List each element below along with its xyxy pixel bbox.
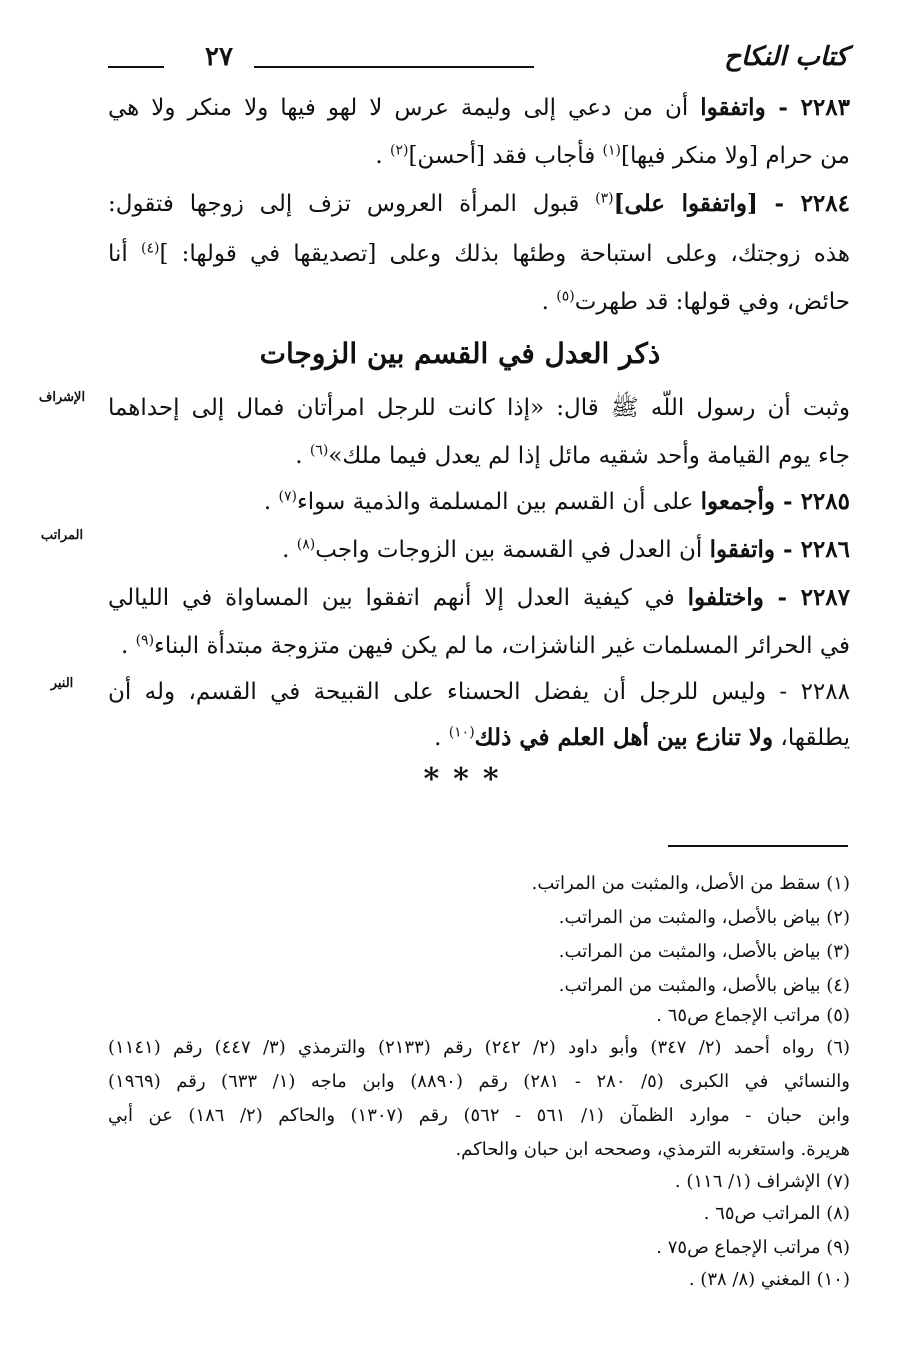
footnote-3: (٣) بياض بالأصل، والمثبت من المراتب. [558, 941, 850, 962]
margin-note-nayyir: النير [50, 676, 74, 691]
footnote-separator [668, 845, 848, 847]
footnote-ref: (٩) [135, 632, 155, 649]
text-segment: يطلقها، [773, 725, 850, 751]
footnote-2: (٢) بياض بالأصل، والمثبت من المراتب. [558, 907, 850, 928]
keyword-bold: واتفقوا [700, 94, 766, 121]
text-segment: . [375, 143, 390, 169]
text-segment: في كيفية العدل إلا أنهم اتفقوا بين المساواة في الليالي [108, 585, 688, 611]
footnote-8: (٨) المراتب ص٦٥ . [703, 1203, 850, 1224]
text-line-2286 [108, 530, 850, 570]
footnote-ref: (١٠) [448, 724, 475, 741]
text-segment: . [541, 289, 557, 315]
header-rule-left [108, 66, 164, 68]
text-segment: من حرام [ولا منكر فيها] [621, 143, 850, 169]
text-segment: ٢٢٨٨ - وليس للرجل أن يفضل الحسناء على القبيحة في القسم، وله أن [108, 679, 850, 705]
keyword-bold: واختلفوا [687, 584, 764, 611]
entry-number: ٢٢٨٤ - [757, 190, 850, 217]
margin-note-maratib: المراتب [40, 528, 84, 543]
footnote-5: (٥) مراتب الإجماع ص٦٥ . [656, 1005, 850, 1026]
text-segment: حائض، وفي قولها: قد طهرت [574, 289, 850, 315]
keyword-bold: وأجمعوا [700, 488, 776, 515]
page-number: ٢٧ [205, 42, 233, 72]
text-line-2288-a [108, 672, 850, 712]
running-title: كتاب النكاح [724, 42, 848, 72]
footnote-ref: (٨) [296, 536, 316, 553]
text-segment: أنا [108, 241, 141, 267]
text-segment: قبول المرأة العروس تزف إلى زوجها فتقول: [108, 191, 596, 217]
text-line-2285 [108, 482, 850, 522]
footnote-ref: (٤) [140, 240, 160, 257]
entry-number: ٢٢٨٧ - [763, 584, 851, 611]
text-line-2284-a [108, 184, 850, 224]
text-segment: وثبت أن رسول اللّه ﷺ قال: «إذا كانت للرجل امرأتان فمال إلى إحداهما [108, 395, 850, 421]
footnote-9: (٩) مراتب الإجماع ص٧٥ . [656, 1237, 850, 1258]
footnote-6-line-4: هريرة. واستغربه الترمذي، وصححه ابن حبان والحاكم. [455, 1139, 850, 1160]
text-line-2287-a [108, 578, 850, 618]
margin-note-ishraf: الإشراف [38, 390, 86, 405]
text-line-2283-a [108, 88, 850, 128]
text-line-2283-b [108, 136, 850, 176]
footnote-1: (١) سقط من الأصل، والمثبت من المراتب. [531, 873, 850, 894]
text-segment: . [295, 443, 310, 469]
text-segment: . [263, 489, 279, 515]
keyword-bold: ولا تنازع بين أهل العلم في ذلك [474, 724, 774, 751]
text-line-hadith-b [108, 436, 850, 476]
footnote-6-line-2: والنسائي في الكبرى (٥/ ٢٨٠ - ٢٨١) رقم (٨٨٩٠) وابن ماجه (١/ ٦٣٣) رقم (١٩٦٩) [108, 1071, 851, 1092]
keyword-bold: [واتفقوا على] [613, 190, 758, 217]
keyword-bold: واتفقوا [709, 536, 776, 563]
text-segment: فأجاب فقد [أحسن] [408, 143, 603, 169]
text-line-hadith-a [108, 388, 850, 428]
footnote-7: (٧) الإشراف (١/ ١١٦) . [674, 1171, 850, 1192]
footnote-10: (١٠) المغني (٨/ ٣٨) . [688, 1269, 850, 1290]
footnote-4: (٤) بياض بالأصل، والمثبت من المراتب. [558, 975, 850, 996]
section-end-stars: *** [423, 762, 513, 797]
footnote-ref: (٥) [556, 288, 575, 305]
text-segment: جاء يوم القيامة وأحد شقيه مائل إذا لم يعدل فيما ملك» [328, 443, 850, 469]
text-line-2287-b [108, 626, 850, 666]
footnote-ref: (١) [602, 142, 622, 159]
text-line-2288-b [108, 718, 850, 758]
footnote-ref: (٧) [278, 488, 297, 505]
text-line-2284-c [108, 282, 850, 322]
entry-number: ٢٢٨٦ - [775, 536, 850, 563]
text-line-2284-b [108, 234, 850, 274]
text-segment: هذه زوجتك، وعلى استباحة وطئها بذلك وعلى [تصديقها في قولها: ] [159, 241, 850, 267]
section-heading: ذكر العدل في القسم بين الزوجات [259, 337, 661, 370]
footnote-6-line-1: (٦) رواه أحمد (٢/ ٣٤٧) وأبو داود (٢/ ٢٤٢) رقم (٢١٣٣) والترمذي (٣/ ٤٤٧) رقم (١١٤١) [108, 1037, 850, 1058]
text-segment: في الحرائر المسلمات غير الناشزات، ما لم يكن فيهن متزوجة مبتدأة البناء [154, 633, 850, 659]
text-segment: أن من دعي إلى وليمة عرس لا لهو فيها ولا منكر ولا هي [108, 95, 701, 121]
footnote-ref: (٦) [309, 442, 329, 459]
text-segment: . [120, 633, 136, 659]
text-segment: على أن القسم بين المسلمة والذمية سواء [296, 489, 701, 515]
footnote-6-line-3: وابن حبان - موارد الظمآن (١/ ٥٦١ - ٥٦٢) رقم (١٣٠٧) والحاكم (٢/ ١٨٦) عن أبي [108, 1105, 850, 1126]
text-segment: . [282, 537, 297, 563]
text-segment: . [434, 725, 449, 751]
header-rule-middle [254, 66, 534, 68]
entry-number: ٢٢٨٣ - [765, 94, 850, 121]
footnote-ref: (٣) [595, 190, 614, 207]
entry-number: ٢٢٨٥ - [775, 488, 850, 515]
footnote-ref: (٢) [389, 142, 409, 159]
text-segment: أن العدل في القسمة بين الزوجات واجب [315, 537, 710, 563]
